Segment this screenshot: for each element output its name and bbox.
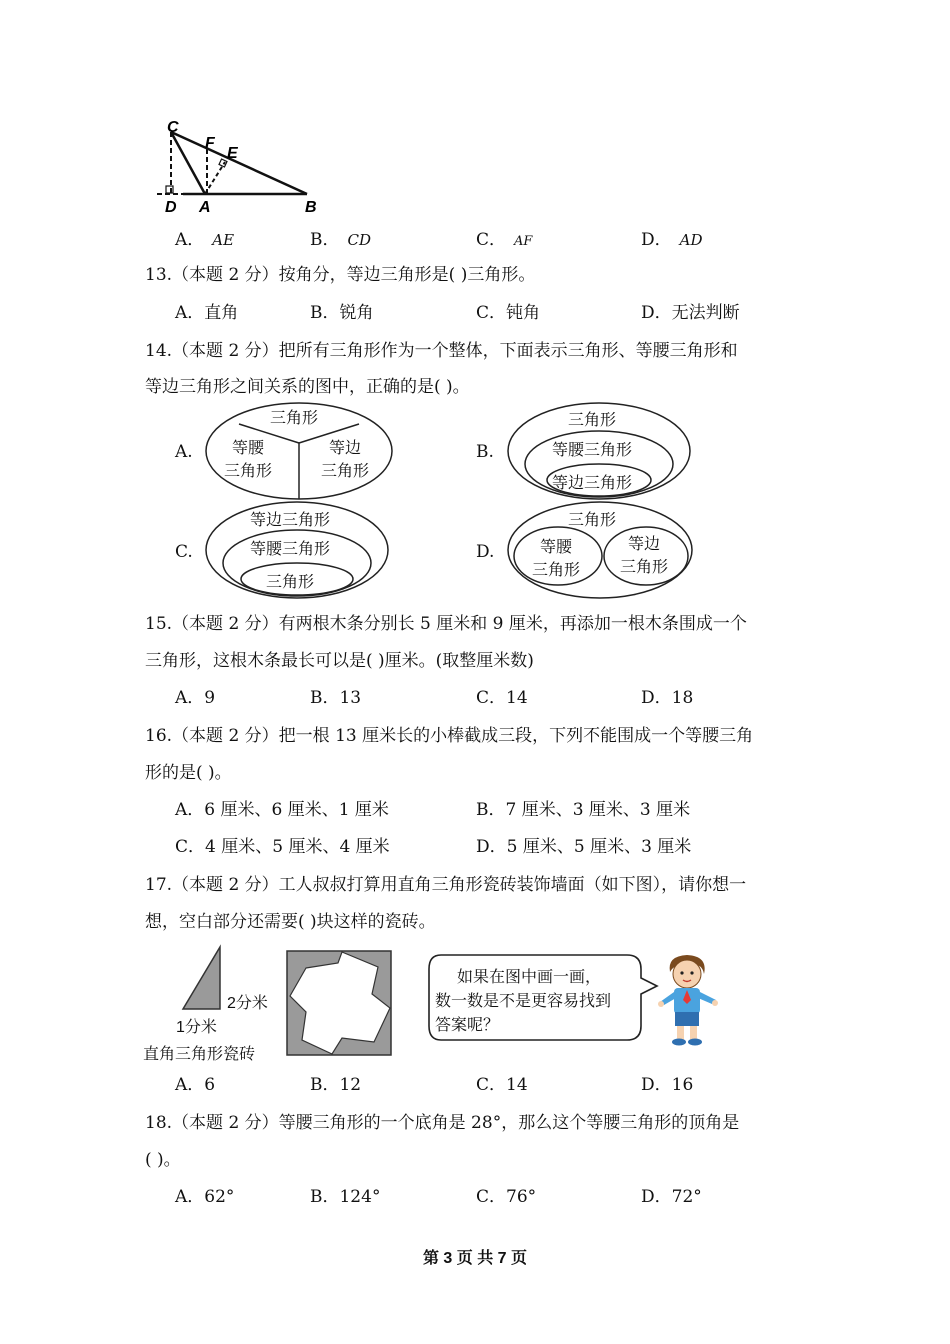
diagram-b-middle-label: 等腰三角形 xyxy=(552,440,633,459)
point-a-label: A xyxy=(199,199,211,216)
q14-option-c[interactable]: C. xyxy=(175,542,193,562)
diagram-b-outer-label: 三角形 xyxy=(568,410,617,429)
bubble-line-2: 数一数是不是更容易找到 xyxy=(435,991,612,1010)
q18-option-c[interactable]: C．76° xyxy=(476,1187,537,1207)
diagram-a-left-label-1: 等腰 xyxy=(232,438,265,457)
q18-stem-line-2: ( )。 xyxy=(145,1150,181,1170)
diagram-a-right-label-1: 等边 xyxy=(329,438,362,457)
q15-option-a[interactable]: A．9 xyxy=(175,688,216,708)
bubble-line-3: 答案呢？ xyxy=(435,1015,500,1034)
q17-option-d[interactable]: D．16 xyxy=(641,1075,694,1095)
q15-option-c[interactable]: C．14 xyxy=(476,688,528,708)
diagram-d-outer-label: 三角形 xyxy=(568,510,617,529)
q12-option-b[interactable]: B． CD xyxy=(310,230,372,250)
q16-option-d[interactable]: D．5 厘米、5 厘米、3 厘米 xyxy=(476,837,692,857)
q17-hint-bubble xyxy=(427,952,659,1042)
q15-option-b[interactable]: B．13 xyxy=(310,688,362,708)
q12-option-a[interactable]: A． AE xyxy=(175,230,235,250)
diagram-d-left-label-2: 三角形 xyxy=(532,560,581,579)
q13-option-d[interactable]: D．无法判断 xyxy=(641,303,740,323)
q14-diagram-c xyxy=(204,500,390,600)
q13-option-b[interactable]: B．锐角 xyxy=(310,303,374,323)
q12-option-d[interactable]: D． AD xyxy=(641,230,703,250)
point-c-label: C xyxy=(167,119,179,136)
q14-diagram-b xyxy=(506,401,692,501)
point-b-label: B xyxy=(305,199,317,216)
diagram-a-right-label-2: 三角形 xyxy=(321,461,370,480)
diagram-a-top-label: 三角形 xyxy=(270,408,319,427)
q15-option-d[interactable]: D．18 xyxy=(641,688,694,708)
q17-wall-pattern xyxy=(286,950,392,1056)
q12-option-c[interactable]: C． AF xyxy=(476,230,533,250)
q17-option-c[interactable]: C．14 xyxy=(476,1075,528,1095)
point-e-label: E xyxy=(227,145,238,162)
q14-option-d[interactable]: D. xyxy=(476,542,495,562)
point-d-label: D xyxy=(165,199,177,216)
q18-option-d[interactable]: D．72° xyxy=(641,1187,702,1207)
q17-tile-figure xyxy=(143,944,283,1064)
boy-illustration xyxy=(652,952,722,1048)
page-footer: 第 3 页 共 7 页 xyxy=(422,1250,528,1267)
q18-option-b[interactable]: B．124° xyxy=(310,1187,381,1207)
q16-stem-line-1: 16.（本题 2 分）把一根 13 厘米长的小棒截成三段，下列不能围成一个等腰三角 xyxy=(145,726,754,746)
diagram-d-right-label-2: 三角形 xyxy=(620,557,669,576)
tile-caption: 直角三角形瓷砖 xyxy=(143,1046,256,1063)
q12-geometry-figure xyxy=(155,118,325,218)
q17-option-a[interactable]: A．6 xyxy=(175,1075,216,1095)
diagram-d-right-label-1: 等边 xyxy=(628,534,661,553)
diagram-d-left-label-1: 等腰 xyxy=(540,537,573,556)
q16-stem-line-2: 形的是( )。 xyxy=(145,763,232,783)
tile-short-side-label: 1分米 xyxy=(176,1019,217,1036)
q14-diagram-a xyxy=(204,401,394,501)
q13-option-a[interactable]: A．直角 xyxy=(175,303,239,323)
q15-stem-line-1: 15.（本题 2 分）有两根木条分别长 5 厘米和 9 厘米，再添加一根木条围成一个 xyxy=(145,614,747,634)
diagram-a-left-label-2: 三角形 xyxy=(224,461,273,480)
diagram-c-outer-label: 等边三角形 xyxy=(250,510,331,529)
bubble-line-1: 如果在图中画一画， xyxy=(457,967,602,986)
q18-option-a[interactable]: A．62° xyxy=(175,1187,235,1207)
tile-long-side-label: 2分米 xyxy=(227,995,268,1012)
q14-diagram-d xyxy=(506,500,694,600)
q18-stem-line-1: 18.（本题 2 分）等腰三角形的一个底角是 28°，那么这个等腰三角形的顶角是 xyxy=(145,1113,740,1133)
q13-stem: 13.（本题 2 分）按角分，等边三角形是( )三角形。 xyxy=(145,265,536,285)
q14-stem-line-1: 14.（本题 2 分）把所有三角形作为一个整体，下面表示三角形、等腰三角形和 xyxy=(145,341,738,361)
q15-stem-line-2: 三角形，这根木条最长可以是( )厘米。(取整厘米数) xyxy=(145,651,534,671)
q16-option-b[interactable]: B．7 厘米、3 厘米、3 厘米 xyxy=(476,800,691,820)
diagram-c-inner-label: 三角形 xyxy=(266,572,315,591)
q17-option-b[interactable]: B．12 xyxy=(310,1075,362,1095)
diagram-c-middle-label: 等腰三角形 xyxy=(250,539,331,558)
q14-option-a[interactable]: A. xyxy=(175,442,193,462)
q13-option-c[interactable]: C．钝角 xyxy=(476,303,541,323)
q16-option-c[interactable]: C．4 厘米、5 厘米、4 厘米 xyxy=(175,837,390,857)
diagram-b-inner-label: 等边三角形 xyxy=(552,473,633,492)
q16-option-a[interactable]: A．6 厘米、6 厘米、1 厘米 xyxy=(175,800,389,820)
q17-stem-line-2: 想，空白部分还需要( )块这样的瓷砖。 xyxy=(145,912,436,932)
q14-option-b[interactable]: B. xyxy=(476,442,494,462)
q17-stem-line-1: 17.（本题 2 分）工人叔叔打算用直角三角形瓷砖装饰墙面（如下图），请你想一 xyxy=(145,875,747,895)
point-f-label: F xyxy=(205,135,215,152)
q14-stem-line-2: 等边三角形之间关系的图中，正确的是( )。 xyxy=(145,377,470,397)
